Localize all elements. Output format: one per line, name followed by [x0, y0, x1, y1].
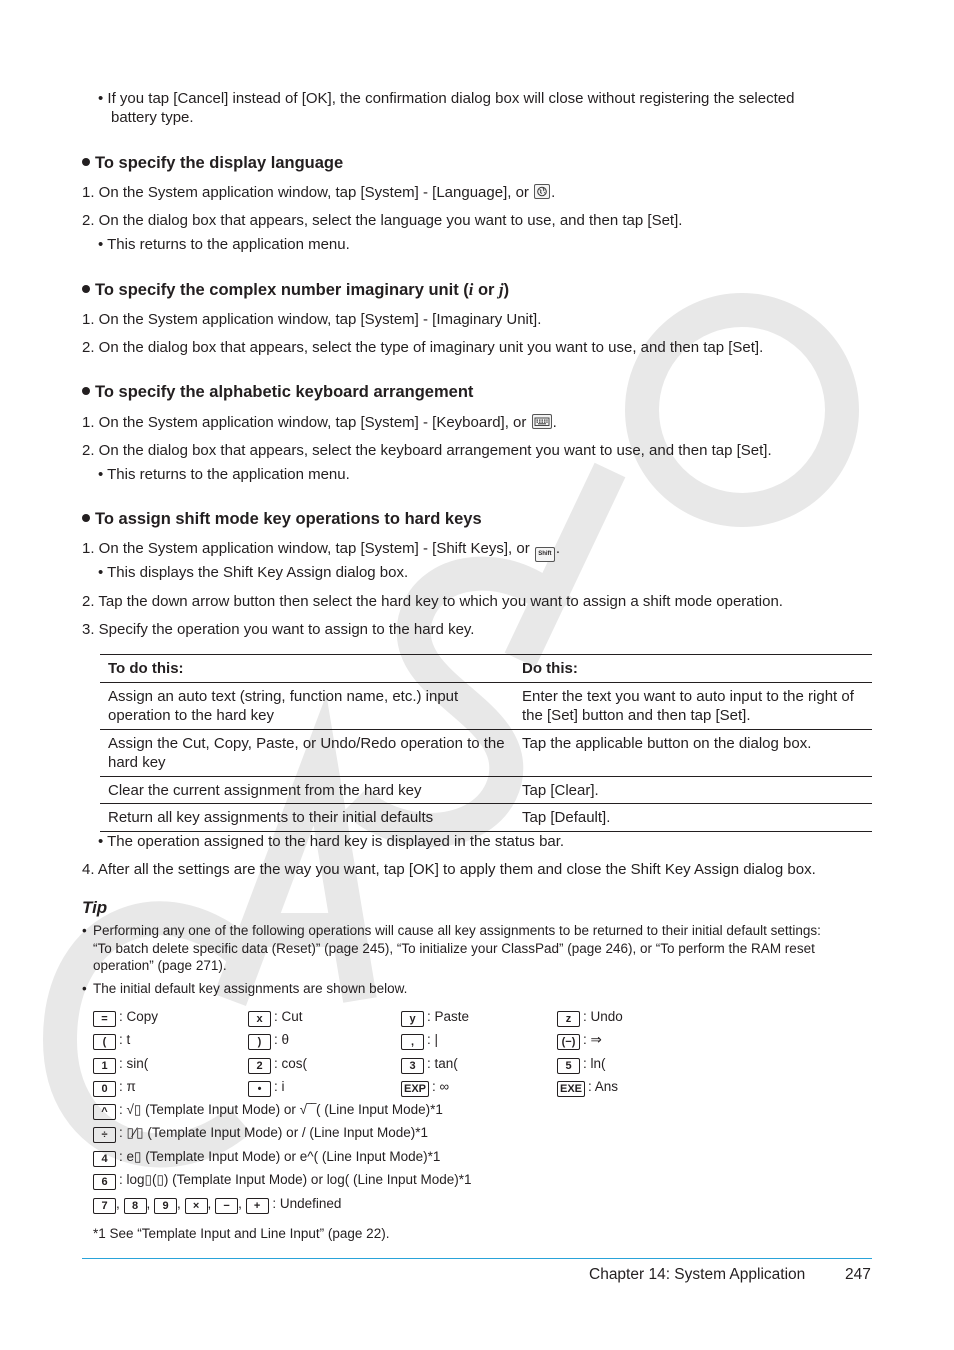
- key-label: •: [248, 1081, 271, 1097]
- table-header-row: [100, 655, 872, 683]
- footnote: *1 See “Template Input and Line Input” (page 22).: [93, 1226, 390, 1241]
- key-label: 3: [401, 1058, 424, 1074]
- footer-rule: [82, 1258, 872, 1259]
- key-label: EXP: [401, 1081, 429, 1097]
- key-function: : θ: [274, 1032, 290, 1047]
- key-function: : e▯ (Template Input Mode) or e^( (Line Input Mode)*1: [119, 1149, 441, 1164]
- heading-text: To specify the display language: [95, 154, 344, 172]
- table-row: [100, 776, 872, 804]
- language-step-1: 1. On the System application window, tap [System] - [Language], or .: [82, 184, 556, 201]
- operations-table: [100, 654, 872, 832]
- keyboard-step-1: 1. On the System application window, tap [System] - [Keyboard], or .: [82, 414, 557, 431]
- key-label: EXE: [557, 1081, 585, 1097]
- key-function: : tan(: [427, 1056, 458, 1071]
- tip-bullet-1-line-2: “To batch delete specific data (Reset)” (page 245), “To initialize your ClassPad” (page 246), or “To perform the RAM reset: [93, 941, 815, 956]
- table-cell: Clear the current assignment from the hard key: [100, 776, 514, 804]
- heading-text: To specify the complex number imaginary unit (: [95, 281, 469, 299]
- table-row: [100, 729, 872, 776]
- table-header: Do this:: [514, 655, 872, 683]
- footer-chapter: Chapter 14: System Application: [589, 1266, 806, 1283]
- section-heading-keyboard: [82, 383, 473, 402]
- key-label: 4: [93, 1151, 116, 1167]
- table-cell: Return all key assignments to their initial defaults: [100, 804, 514, 832]
- key-9: 9: [154, 1198, 177, 1214]
- key-assignment: [557, 1056, 606, 1074]
- keyboard-step-2: 2. On the dialog box that appears, select the keyboard arrangement you want to use, and then tap [Set].: [82, 442, 772, 459]
- heading-text: To assign shift mode key operations to hard keys: [95, 510, 482, 528]
- key-assignment-line: [93, 1149, 440, 1167]
- key-assignment: [557, 1032, 602, 1050]
- section-heading-imaginary-unit: [82, 280, 509, 300]
- key-plus: +: [246, 1198, 269, 1214]
- bullet-dot: [82, 285, 90, 293]
- language-step-2: 2. On the dialog box that appears, select the language you want to use, and then tap [Set].: [82, 212, 683, 229]
- key-function: : t: [119, 1032, 131, 1047]
- table-row: [100, 682, 872, 729]
- language-note: • This returns to the application menu.: [98, 236, 350, 253]
- heading-close: ): [503, 281, 510, 299]
- key-assignment-line: [93, 1125, 428, 1143]
- shift-step-1-note: • This displays the Shift Key Assign dialog box.: [98, 564, 409, 581]
- undefined-label: : Undefined: [272, 1196, 342, 1211]
- key-function: : √▯ (Template Input Mode) or √‾‾( (Line Input Mode)*1: [119, 1102, 443, 1117]
- imaginary-step-1: 1. On the System application window, tap [System] - [Imaginary Unit].: [82, 311, 542, 328]
- key-label: (: [93, 1034, 116, 1050]
- tip-bullet-marker: •: [82, 981, 87, 996]
- step-text: 1. On the System application window, tap [System] - [Keyboard], or: [82, 414, 527, 431]
- key-assignment: [248, 1032, 289, 1050]
- key-label: 5: [557, 1058, 580, 1074]
- key-assignment: [401, 1079, 449, 1097]
- key-assignment: [248, 1079, 285, 1097]
- key-label: (−): [557, 1034, 580, 1050]
- key-function: : Ans: [588, 1079, 619, 1094]
- intro-bullet: • If you tap [Cancel] instead of [OK], the confirmation dialog box will close without registering the selected: [98, 90, 795, 107]
- key-assignment: [93, 1009, 158, 1027]
- key-label: ^: [93, 1104, 116, 1120]
- shift-step-1: 1. On the System application window, tap [System] - [Shift Keys], or Shift .: [82, 539, 560, 562]
- key-function: : |: [427, 1032, 439, 1047]
- key-minus: −: [215, 1198, 238, 1214]
- key-7: 7: [93, 1198, 116, 1214]
- after-table-note: • The operation assigned to the hard key is displayed in the status bar.: [98, 833, 565, 850]
- key-function: : Paste: [427, 1009, 470, 1024]
- table-header: To do this:: [100, 655, 514, 683]
- bullet-dot: [82, 514, 90, 522]
- key-label: 6: [93, 1174, 116, 1190]
- key-label: =: [93, 1011, 116, 1027]
- page-number: 247: [845, 1266, 871, 1283]
- key-label: y: [401, 1011, 424, 1027]
- key-assignment: [557, 1009, 623, 1027]
- key-function: : Undo: [583, 1009, 623, 1024]
- section-heading-language: [82, 154, 343, 173]
- key-assignment-line: [93, 1102, 443, 1120]
- heading-j: j: [499, 280, 504, 299]
- step-text: 1. On the System application window, tap [System] - [Language], or: [82, 184, 529, 201]
- key-assignment: [557, 1079, 618, 1097]
- key-function: : ▯⁄▯ (Template Input Mode) or / (Line Input Mode)*1: [119, 1125, 429, 1140]
- key-function: : i: [274, 1079, 285, 1094]
- shift-step-4: 4. After all the settings are the way you want, tap [OK] to apply them and close the Shift Key Assign dialog box.: [82, 861, 816, 878]
- section-heading-shift-keys: [82, 510, 482, 529]
- heading-i: i: [468, 280, 474, 299]
- key-function: : cos(: [274, 1056, 308, 1071]
- key-label: 2: [248, 1058, 271, 1074]
- table-cell: Tap [Default].: [514, 804, 872, 832]
- tip-bullet-marker: •: [82, 923, 87, 938]
- bullet-dot: [82, 387, 90, 395]
- key-function: : ln(: [583, 1056, 606, 1071]
- heading-text: To specify the alphabetic keyboard arrangement: [95, 383, 474, 401]
- key-function: : ⇒: [583, 1032, 602, 1047]
- shift-step-2: 2. Tap the down arrow button then select the hard key to which you want to assign a shift mode operation.: [82, 593, 783, 610]
- table-cell: Assign the Cut, Copy, Paste, or Undo/Redo operation to the hard key: [100, 729, 514, 776]
- key-function: : Copy: [119, 1009, 159, 1024]
- key-label: 0: [93, 1081, 116, 1097]
- key-label: ): [248, 1034, 271, 1050]
- table-cell: Tap the applicable button on the dialog box.: [514, 729, 872, 776]
- table-cell: Enter the text you want to auto input to the right of the [Set] button and then tap [Set].: [514, 682, 872, 729]
- key-function: : π: [119, 1079, 136, 1094]
- tip-bullet-1-line-3: operation” (page 271).: [93, 958, 227, 973]
- key-assignment: [93, 1056, 148, 1074]
- tip-title: Tip: [82, 898, 108, 917]
- key-function: : Cut: [274, 1009, 303, 1024]
- key-function: : log▯(▯) (Template Input Mode) or log( (Line Input Mode)*1: [119, 1172, 472, 1187]
- key-label: ÷: [93, 1127, 116, 1143]
- globe-icon[interactable]: [534, 184, 550, 199]
- key-assignment: [401, 1056, 458, 1074]
- undefined-keys-line: 7 , 8 , 9 , × , − , + : Undefined: [93, 1196, 341, 1214]
- step-text: 1. On the System application window, tap [System] - [Shift Keys], or: [82, 540, 530, 557]
- key-assignment: [248, 1056, 307, 1074]
- key-label: z: [557, 1011, 580, 1027]
- key-assignment: [401, 1032, 438, 1050]
- key-assignment: [93, 1032, 130, 1050]
- bullet-dot: [82, 158, 90, 166]
- key-label: x: [248, 1011, 271, 1027]
- key-function: : ∞: [432, 1079, 450, 1094]
- table-cell: Assign an auto text (string, function name, etc.) input operation to the hard key: [100, 682, 514, 729]
- tip-bullet-2: The initial default key assignments are shown below.: [93, 981, 408, 996]
- imaginary-step-2: 2. On the dialog box that appears, select the type of imaginary unit you want to use, and then tap [Set].: [82, 339, 764, 356]
- key-function: : sin(: [119, 1056, 149, 1071]
- intro-bullet-cont: battery type.: [111, 109, 194, 126]
- heading-or: or: [473, 281, 500, 299]
- key-assignment: [248, 1009, 303, 1027]
- key-label: ,: [401, 1034, 424, 1050]
- shift-icon[interactable]: Shift: [535, 547, 555, 562]
- shift-step-3: 3. Specify the operation you want to assign to the hard key.: [82, 621, 475, 638]
- key-label: 1: [93, 1058, 116, 1074]
- key-multiply: ×: [185, 1198, 208, 1214]
- tip-bullet-1-line-1: Performing any one of the following operations will cause all key assignments to be returned to their initial default settings:: [93, 923, 821, 938]
- key-assignment-line: [93, 1172, 472, 1190]
- key-assignment: [401, 1009, 469, 1027]
- table-row: [100, 804, 872, 832]
- key-assignment: [93, 1079, 136, 1097]
- keyboard-note: • This returns to the application menu.: [98, 466, 350, 483]
- keyboard-icon[interactable]: [532, 414, 552, 429]
- table-cell: Tap [Clear].: [514, 776, 872, 804]
- key-8: 8: [124, 1198, 147, 1214]
